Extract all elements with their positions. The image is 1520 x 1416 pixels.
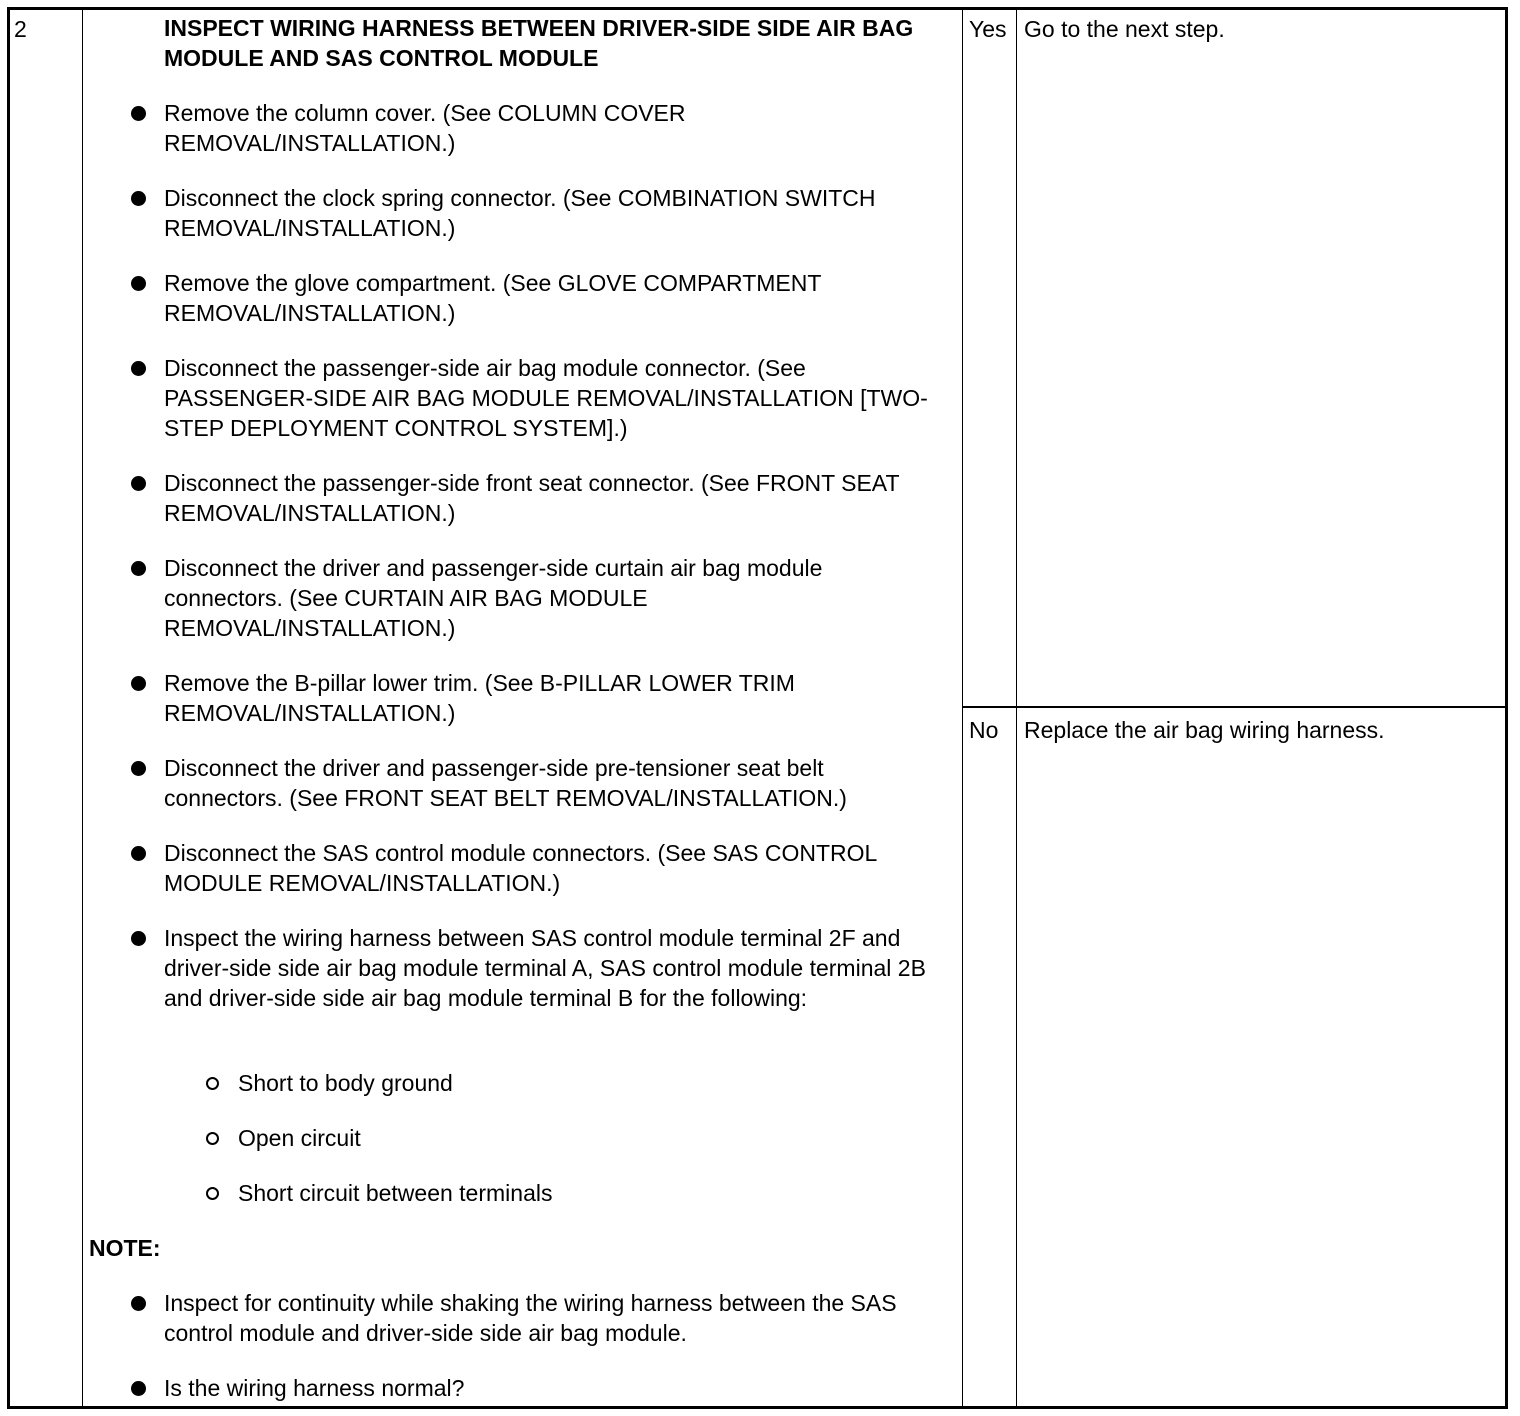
list-item <box>164 838 944 898</box>
condition-text: Short circuit between terminals <box>238 1180 553 1206</box>
list-item <box>164 923 944 1013</box>
no-label: No <box>969 717 999 743</box>
list-item <box>164 753 944 813</box>
hollow-bullet-icon <box>206 1077 219 1090</box>
bullet-icon <box>131 761 146 776</box>
instruction-text: Remove the column cover. (See COLUMN COVER REMOVAL/INSTALLATION.) <box>164 100 686 156</box>
condition-text: Short to body ground <box>238 1070 453 1096</box>
instruction-text: Disconnect the driver and passenger-side pre-tensioner seat belt connectors. (See FRONT SEAT BELT REMOVAL/INSTALLATION.) <box>164 755 847 811</box>
list-item <box>164 1288 944 1348</box>
note-text: Is the wiring harness normal? <box>164 1375 465 1401</box>
yes-action: Go to the next step. <box>1024 16 1225 42</box>
list-item <box>164 468 944 528</box>
bullet-icon <box>131 931 146 946</box>
bullet-icon <box>131 1296 146 1311</box>
bullet-icon <box>131 561 146 576</box>
row-divider-yes-no <box>962 706 1506 708</box>
bullet-icon <box>131 106 146 121</box>
bullet-icon <box>131 846 146 861</box>
yes-label: Yes <box>969 16 1007 42</box>
hollow-bullet-icon <box>206 1187 219 1200</box>
column-divider-action <box>962 7 963 1409</box>
condition-item <box>238 1123 938 1153</box>
list-item <box>164 183 944 243</box>
note-label: NOTE: <box>89 1235 161 1261</box>
condition-text: Open circuit <box>238 1125 361 1151</box>
instruction-text: Disconnect the clock spring connector. (See COMBINATION SWITCH REMOVAL/INSTALLATION.) <box>164 185 876 241</box>
instruction-text: Disconnect the passenger-side air bag module connector. (See PASSENGER-SIDE AIR BAG MODULE REMOVAL/INSTALLATION [TWO-STEP DEPLOYMENT CONTROL SYSTEM].) <box>164 355 928 441</box>
bullet-icon <box>131 361 146 376</box>
bullet-icon <box>131 276 146 291</box>
list-item <box>164 553 944 643</box>
column-divider-step <box>82 7 83 1409</box>
instruction-text: Disconnect the passenger-side front seat connector. (See FRONT SEAT REMOVAL/INSTALLATION.) <box>164 470 900 526</box>
list-item <box>164 353 944 443</box>
condition-item <box>238 1178 938 1208</box>
instruction-text: Inspect the wiring harness between SAS control module terminal 2F and driver-side side air bag module terminal A, SAS control module terminal 2B and driver-side side air bag module terminal B for the following: <box>164 925 926 1011</box>
list-item <box>164 668 944 728</box>
list-item <box>164 1373 944 1403</box>
instruction-text: Disconnect the driver and passenger-side curtain air bag module connectors. (See CURTAIN AIR BAG MODULE REMOVAL/INSTALLATION.) <box>164 555 823 641</box>
bullet-icon <box>131 1381 146 1396</box>
instruction-text: Remove the glove compartment. (See GLOVE COMPARTMENT REMOVAL/INSTALLATION.) <box>164 270 822 326</box>
hollow-bullet-icon <box>206 1132 219 1145</box>
step-title: INSPECT WIRING HARNESS BETWEEN DRIVER-SIDE SIDE AIR BAG MODULE AND SAS CONTROL MODULE <box>164 15 914 71</box>
instruction-text: Disconnect the SAS control module connectors. (See SAS CONTROL MODULE REMOVAL/INSTALLATION.) <box>164 840 877 896</box>
no-action: Replace the air bag wiring harness. <box>1024 717 1385 743</box>
step-number: 2 <box>14 16 27 42</box>
instruction-text: Remove the B-pillar lower trim. (See B-PILLAR LOWER TRIM REMOVAL/INSTALLATION.) <box>164 670 795 726</box>
list-item <box>164 98 944 158</box>
condition-item <box>238 1068 938 1098</box>
bullet-icon <box>131 191 146 206</box>
column-divider-result <box>1016 7 1017 1409</box>
note-text: Inspect for continuity while shaking the wiring harness between the SAS control module and driver-side side air bag module. <box>164 1290 897 1346</box>
bullet-icon <box>131 676 146 691</box>
bullet-icon <box>131 476 146 491</box>
list-item <box>164 268 944 328</box>
